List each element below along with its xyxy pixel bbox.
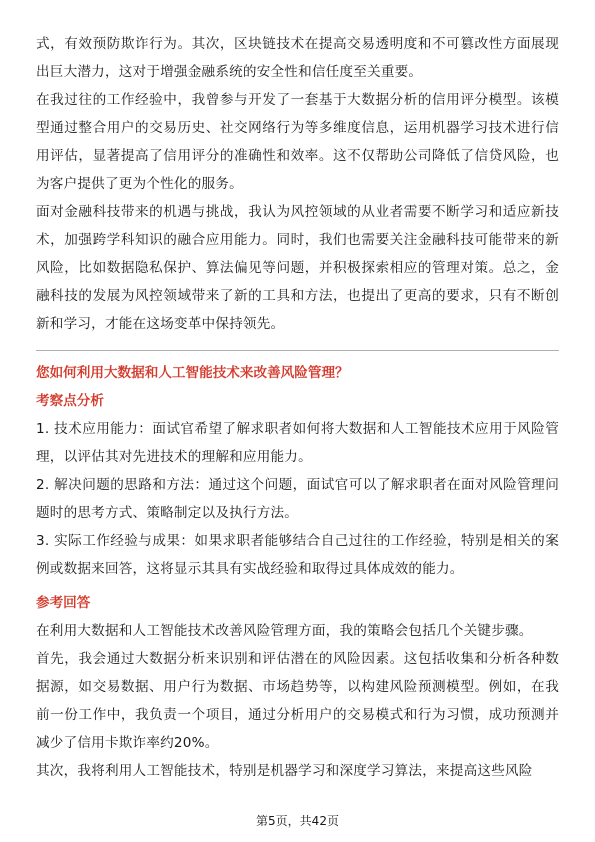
- answer-paragraph: 其次，我将利用人工智能技术，特别是机器学习和深度学习算法，来提高这些风险: [36, 763, 533, 779]
- body-paragraph: 在我过往的工作经验中，我曾参与开发了一套基于大数据分析的信用评分模型。该模型通过整合用户的交易历史、社交网络行为等多维度信息，运用机器学习技术进行信用评估，显著提高了信用评分的准确性和效率。这不仅帮助公司降低了信贷风险，也为客户提供了更为个性化的服务。: [36, 92, 559, 192]
- analysis-heading: 考察点分析: [36, 393, 104, 409]
- answer-paragraph: 首先，我会通过大数据分析来识别和评估潜在的风险因素。这包括收集和分析各种数据源，如交易数据、用户行为数据、市场趋势等，以构建风险预测模型。例如，在我前一份工作中，我负责一个项目，通过分析用户的交易模式和行为习惯，成功预测并减少了信用卡欺诈率约20%。: [36, 651, 559, 751]
- body-paragraph: 面对金融科技带来的机遇与挑战，我认为风控领域的从业者需要不断学习和适应新技术，加强跨学科知识的融合应用能力。同时，我们也需要关注金融科技可能带来的新风险，比如数据隐私保护、算法偏见等问题，并积极探索相应的管理对策。总之，金融科技的发展为风控领域带来了新的工具和方法，也提出了更高的要求，只有不断创新和学习，才能在这场变革中保持领先。: [36, 204, 559, 332]
- question-heading: 您如何利用大数据和人工智能技术来改善风险管理？: [36, 365, 349, 381]
- analysis-item: 2. 解决问题的思路和方法：通过这个问题，面试官可以了解求职者在面对风险管理问题时的思考方式、策略制定以及执行方法。: [36, 477, 559, 521]
- page-number: 第5页，共42页: [256, 814, 339, 828]
- document-page: [36, 30, 559, 785]
- answer-heading: 参考回答: [36, 595, 91, 611]
- answer-paragraph: 在利用大数据和人工智能技术改善风险管理方面，我的策略会包括几个关键步骤。: [36, 623, 533, 639]
- section-divider: [36, 350, 559, 351]
- analysis-item: 1. 技术应用能力：面试官希望了解求职者如何将大数据和人工智能技术应用于风险管理，以评估其对先进技术的理解和应用能力。: [36, 421, 559, 465]
- body-paragraph: 式，有效预防欺诈行为。其次，区块链技术在提高交易透明度和不可篡改性方面展现出巨大潜力，这对于增强金融系统的安全性和信任度至关重要。: [36, 36, 559, 80]
- analysis-item: 3. 实际工作经验与成果：如果求职者能够结合自己过往的工作经验，特别是相关的案例或数据来回答，这将显示其具有实战经验和取得过具体成效的能力。: [36, 533, 559, 577]
